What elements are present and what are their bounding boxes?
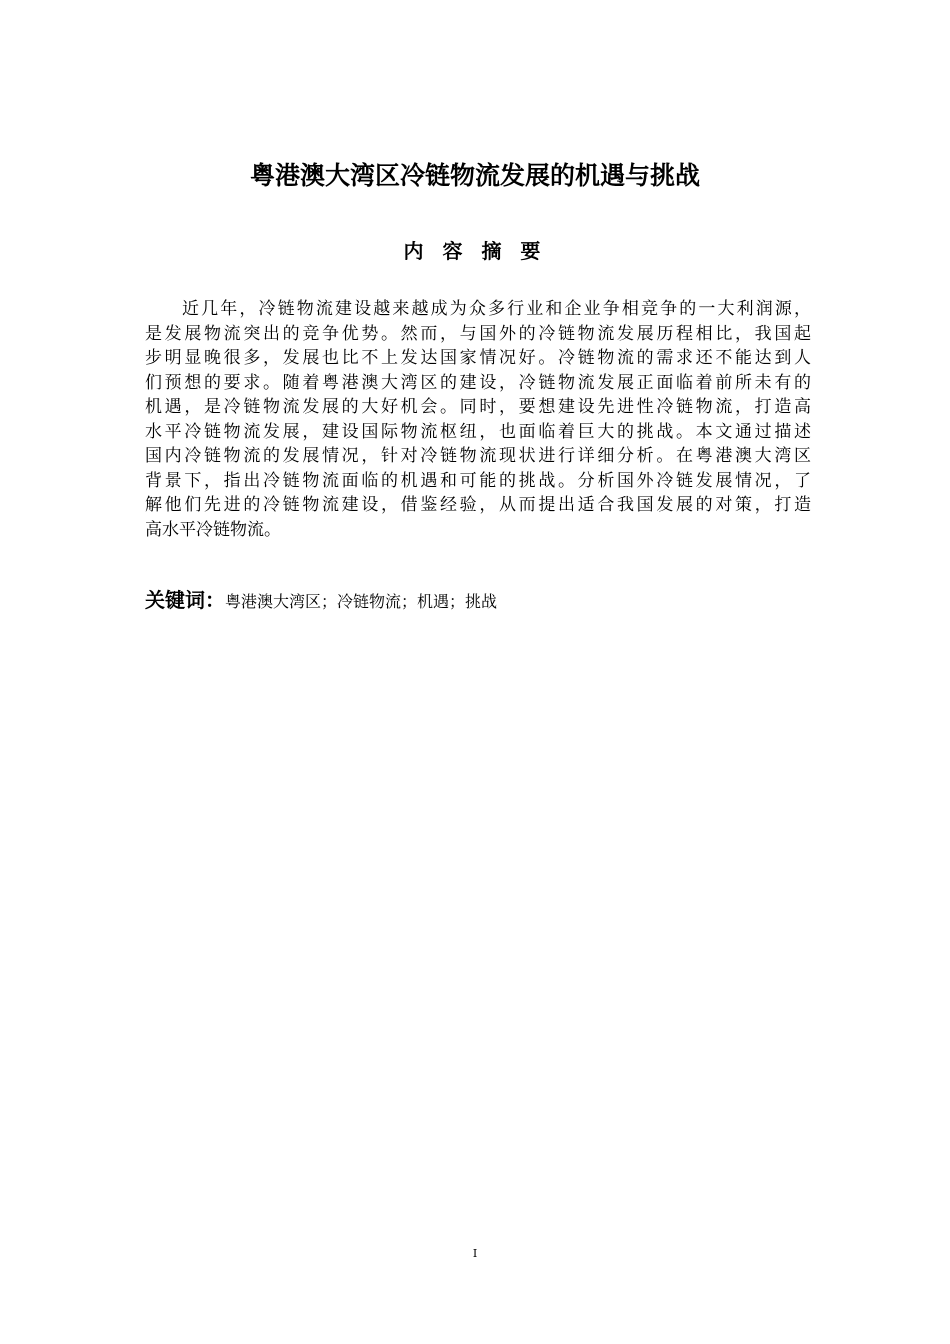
- abstract-line: 是发展物流突出的竞争优势。然而，与国外的冷链物流发展历程相比，我国起: [145, 323, 811, 344]
- abstract-line: 水平冷链物流发展，建设国际物流枢纽，也面临着巨大的挑战。本文通过描述: [145, 421, 811, 442]
- abstract-line: 步明显晚很多，发展也比不上发达国家情况好。冷链物流的需求还不能达到人: [145, 348, 811, 368]
- abstract-line: 们预想的要求。随着粤港澳大湾区的建设，冷链物流发展正面临着前所未有的: [145, 372, 811, 393]
- abstract-line: 近几年，冷链物流建设越来越成为众多行业和企业争相竞争的一大利润源，: [182, 299, 811, 319]
- abstract-line: 机遇，是冷链物流发展的大好机会。同时，要想建设先进性冷链物流，打造高: [145, 397, 811, 417]
- abstract-line: 高水平冷链物流。: [145, 519, 281, 540]
- keywords-label: 关键词：: [145, 588, 225, 612]
- abstract-paragraph: [145, 297, 811, 542]
- abstract-heading: 内 容 摘 要: [403, 239, 547, 263]
- abstract-line: 解他们先进的冷链物流建设，借鉴经验，从而提出适合我国发展的对策，打造: [145, 495, 811, 515]
- document-title: 粤港澳大湾区冷链物流发展的机遇与挑战: [249, 161, 700, 190]
- page-number: I: [472, 1247, 478, 1260]
- keywords-row: [145, 586, 497, 617]
- keywords-list: 粤港澳大湾区；冷链物流；机遇；挑战: [225, 592, 498, 611]
- abstract-line: 国内冷链物流的发展情况，针对冷链物流现状进行详细分析。在粤港澳大湾区: [145, 446, 811, 466]
- abstract-line: 背景下，指出冷链物流面临的机遇和可能的挑战。分析国外冷链发展情况，了: [145, 470, 811, 491]
